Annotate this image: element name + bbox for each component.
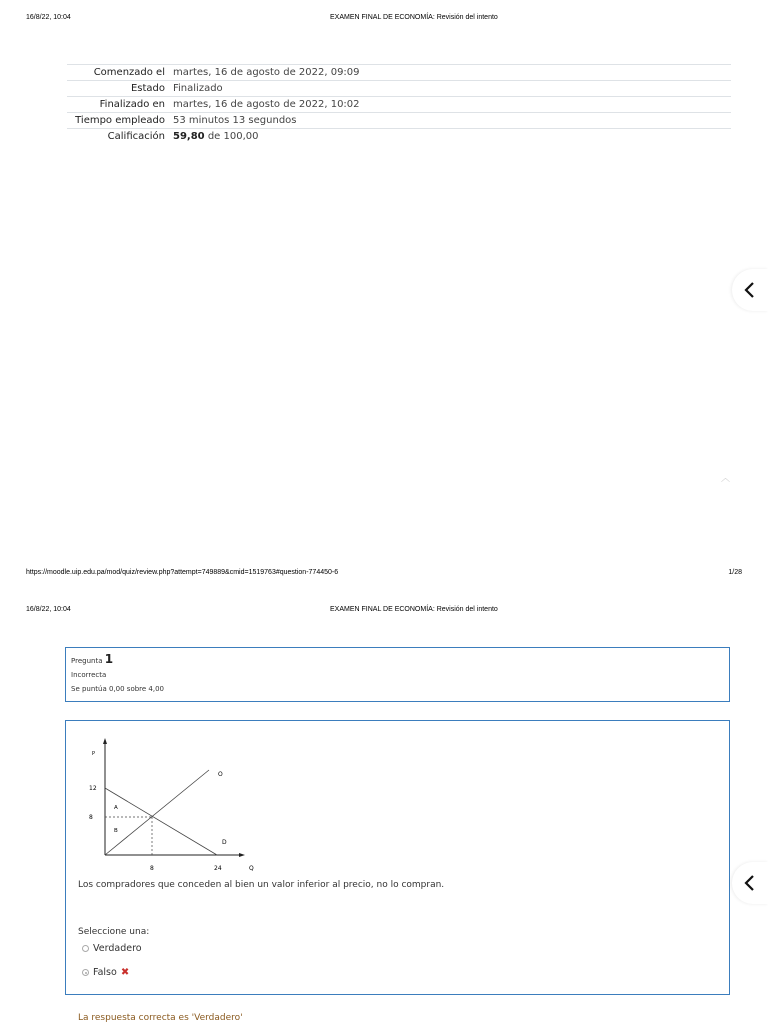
q-axis-label: Q xyxy=(249,865,254,872)
chevron-left-icon xyxy=(743,281,757,299)
summary-label: Estado xyxy=(67,81,169,97)
supply-curve xyxy=(105,770,209,855)
x-axis-arrow xyxy=(239,853,245,857)
question-info xyxy=(65,647,730,702)
summary-label: Finalizado en xyxy=(67,97,169,113)
grade-suffix: de 100,00 xyxy=(204,131,259,142)
attempt-summary-table xyxy=(67,64,731,144)
summary-row xyxy=(67,65,731,81)
cross-icon: ✖ xyxy=(120,967,130,978)
drawer-toggle-button[interactable] xyxy=(732,862,768,904)
x-tick: 8 xyxy=(150,865,154,872)
area-a-label: A xyxy=(114,805,118,811)
area-b-label: B xyxy=(114,828,118,834)
print-url: https://moodle.uip.edu.pa/mod/quiz/review.php?attempt=749889&cmid=1519763#question-774450-6 xyxy=(26,569,339,576)
grade-value-cell xyxy=(169,129,731,145)
y-axis-arrow xyxy=(103,738,107,744)
question-status: Incorrecta xyxy=(71,671,107,679)
y-tick: 8 xyxy=(89,814,93,821)
summary-row xyxy=(67,113,731,129)
print-title: EXAMEN FINAL DE ECONOMÍA: Revisión del intento xyxy=(330,606,498,613)
correct-answer-feedback: La respuesta correcta es 'Verdadero' xyxy=(78,1013,243,1023)
question-number-line xyxy=(71,652,724,668)
print-date: 16/8/22, 10:04 xyxy=(26,606,71,613)
supply-label: O xyxy=(218,771,223,778)
chevron-left-icon xyxy=(743,874,757,892)
summary-value: martes, 16 de agosto de 2022, 10:02 xyxy=(169,97,731,113)
option-label: Falso xyxy=(93,967,117,978)
option-falso[interactable] xyxy=(82,967,129,978)
question-prefix: Pregunta xyxy=(71,657,103,665)
print-page-number: 1/28 xyxy=(728,569,742,576)
question-score: Se puntúa 0,00 sobre 4,00 xyxy=(71,685,165,693)
demand-curve xyxy=(105,788,217,855)
grade-label: Calificación xyxy=(67,129,169,145)
option-label: Verdadero xyxy=(93,943,142,954)
summary-value: martes, 16 de agosto de 2022, 09:09 xyxy=(169,65,731,81)
print-date: 16/8/22, 10:04 xyxy=(26,14,71,21)
drawer-toggle-button[interactable] xyxy=(732,269,768,311)
answer-prompt: Seleccione una: xyxy=(78,927,150,937)
grade-value: 59,80 xyxy=(173,131,205,142)
option-verdadero[interactable] xyxy=(82,943,142,954)
summary-row-grade xyxy=(67,129,731,145)
radio-button-checked[interactable] xyxy=(82,969,89,976)
supply-demand-graph xyxy=(84,737,264,877)
print-title: EXAMEN FINAL DE ECONOMÍA: Revisión del intento xyxy=(330,14,498,21)
question-content xyxy=(65,720,730,995)
summary-value: Finalizado xyxy=(169,81,731,97)
p-axis-label: P xyxy=(92,751,96,757)
summary-row xyxy=(67,97,731,113)
demand-label: D xyxy=(222,839,227,846)
summary-label: Comenzado el xyxy=(67,65,169,81)
summary-row xyxy=(67,81,731,97)
x-tick: 24 xyxy=(214,865,222,872)
y-tick: 12 xyxy=(89,785,97,792)
question-text: Los compradores que conceden al bien un valor inferior al precio, no lo compran. xyxy=(78,880,445,890)
summary-label: Tiempo empleado xyxy=(67,113,169,129)
radio-button[interactable] xyxy=(82,945,89,952)
caret-up-icon[interactable]: ︿ xyxy=(721,474,731,484)
summary-value: 53 minutos 13 segundos xyxy=(169,113,731,129)
question-number: 1 xyxy=(104,652,114,666)
